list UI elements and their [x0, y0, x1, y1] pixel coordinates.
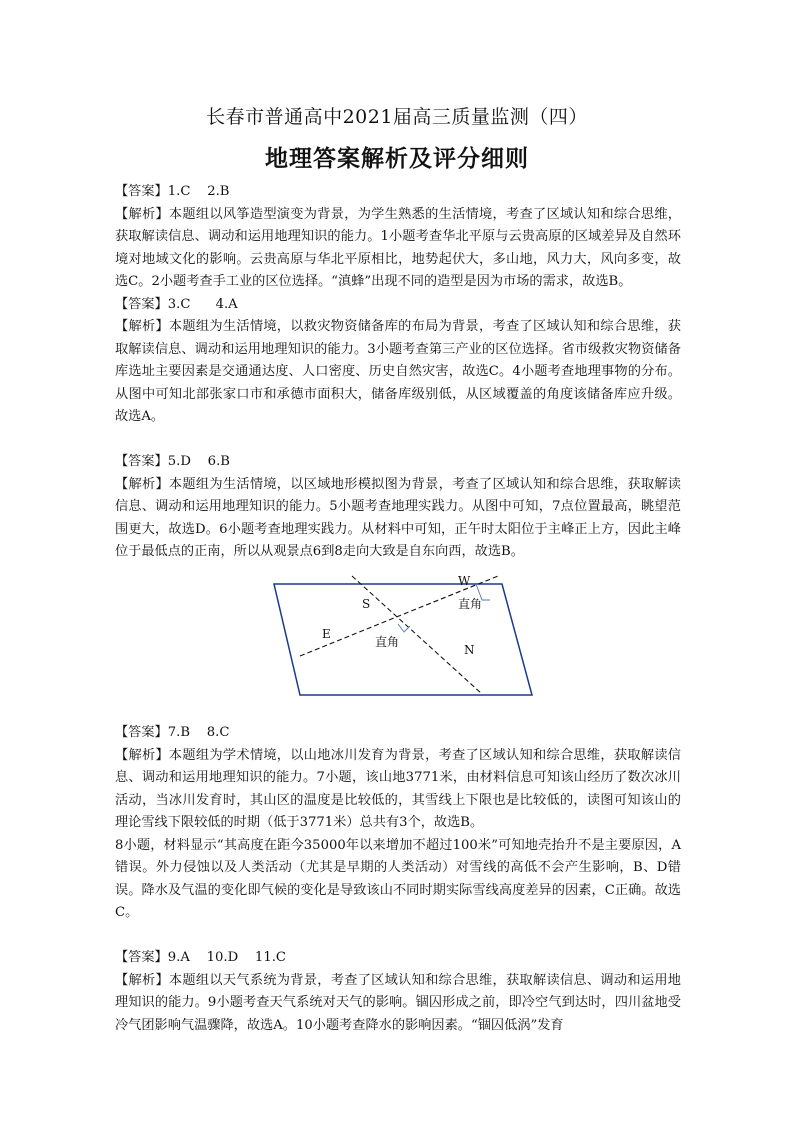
direction-diagram [270, 568, 540, 708]
right-angle-label: 直角 [458, 597, 483, 611]
label-w: W [458, 574, 471, 588]
answer-line: 【答案】1.C 2.B [115, 184, 230, 199]
answer-line: 【答案】9.A 10.D 11.C [115, 950, 286, 965]
right-angle-marker [398, 624, 410, 632]
answer-line: 【答案】3.C 4.A [115, 296, 238, 312]
document-title: 长春市普通高中2021届高三质量监测（四） [206, 106, 588, 128]
answer-line: 【答案】5.D 6.B [115, 454, 230, 469]
north-south-dashed-line [352, 576, 482, 694]
label-s: S [362, 597, 371, 611]
analysis-paragraph: 【解析】本题组为生活情境，以区域地形模拟图为背景，考查了区域认知和综合思维，获取解读信息、调动和运用地理知识的能力。5小题考查地理实践力。从图中可知，7点位置最高，眺望范围更大，故选D。6小题考查地理实践力。从材料中可知，正午时太阳位于主峰正上方，因此主峰位于最低点的正南，所以从观景点6到8走向大致是自东向西，故选B。 [115, 476, 681, 559]
right-angle-label: 直角 [375, 635, 400, 649]
analysis-paragraph: 【解析】本题组为学术情境，以山地冰川发育为背景，考查了区域认知和综合思维，获取解读信息、调动和运用地理知识的能力。7小题，该山地3771米，由材料信息可知该山经历了数次冰川活动，当冰川发育时，其山区的温度是比较低的，其雪线上下限也是比较低的，读图可知该山的理论雪线下限较低的时期（低于3771米）总共有3个，故选B。 [115, 747, 681, 830]
analysis-paragraph: 8小题，材料显示“其高度在距今35000年以来增加不超过100米”可知地壳抬升不是主要原因，A错误。外力侵蚀以及人类活动（尤其是早期的人类活动）对雪线的高低不会产生影响，B、D错误。降水及气温的变化即气候的变化是导致该山不同时期实际雪线高度差异的因素，C正确。故选C。 [115, 837, 681, 920]
label-n: N [464, 643, 475, 657]
section-block-2 [115, 722, 681, 1037]
section-block-1 [115, 181, 681, 564]
parallelogram-shape [274, 584, 532, 695]
analysis-paragraph: 【解析】本题组为生活情境，以救灾物资储备库的布局为背景，考查了区域认知和综合思维，获取解读信息、调动和运用地理知识的能力。3小题考查第三产业的区位选择。省市级救灾物资储备库选址主要因素是交通通达度、人口密度、历史自然灾害，故选C。4小题考查地理事物的分布。从图中可知北部张家口市和承德市面积大，储备库级别低，从区域覆盖的角度该储备库应升级。故选A。 [115, 319, 681, 424]
analysis-paragraph: 【解析】本题组以风筝造型演变为背景，为学生熟悉的生活情境，考查了区域认知和综合思维，获取解读信息、调动和运用地理知识的能力。1小题考查华北平原与云贵高原的区域差异及自然环境对地域文化的影响。云贵高原与华北平原相比，地势起伏大，多山地，风力大，风向多变，故选C。2小题考查手工业的区位选择。“滇蜂”出现不同的造型是因为市场的需求，故选B。 [115, 206, 681, 289]
label-e: E [322, 627, 331, 641]
document-subtitle: 地理答案解析及评分细则 [265, 145, 529, 172]
analysis-paragraph: 【解析】本题组以天气系统为背景，考查了区域认知和综合思维，获取解读信息、调动和运用地理知识的能力。9小题考查天气系统对天气的影响。锢囚形成之前，即冷空气到达时，四川盆地受冷气团影响气温骤降，故选A。10小题考查降水的影响因素。“锢囚低涡”发育 [115, 972, 681, 1033]
answer-line: 【答案】7.B 8.C [115, 725, 230, 740]
